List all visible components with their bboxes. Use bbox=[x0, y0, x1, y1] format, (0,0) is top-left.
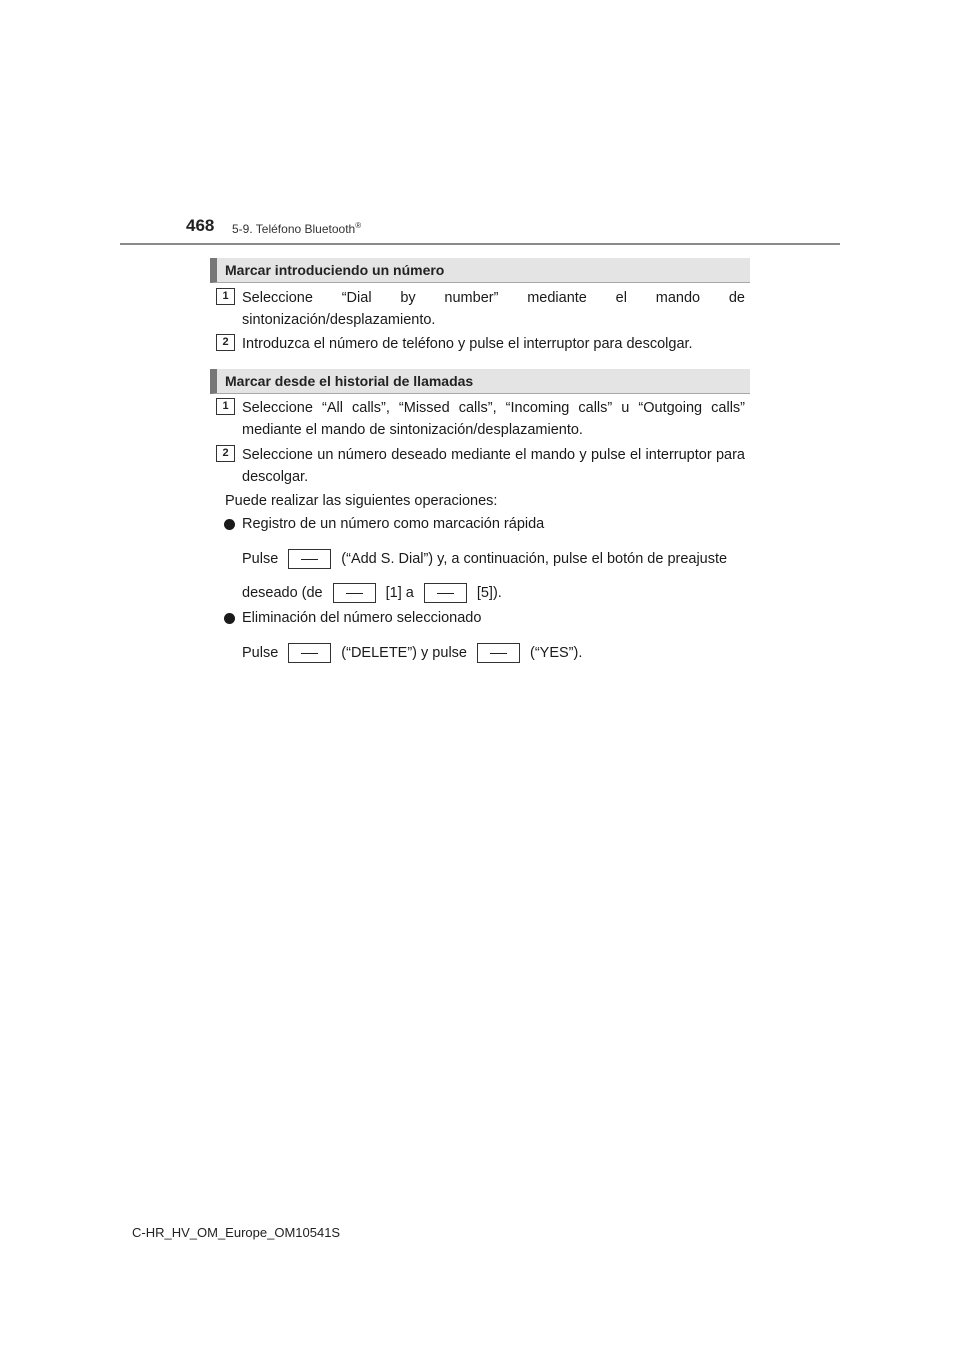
section-title-text: 5-9. Teléfono Bluetooth bbox=[232, 222, 356, 236]
bullet-dot bbox=[224, 613, 235, 624]
text-fragment: (“Add S. Dial”) y, a continuación, pulse el botón de preajuste bbox=[341, 551, 728, 567]
heading-dial-number: Marcar introduciendo un número bbox=[210, 258, 750, 283]
text-fragment: [1] a bbox=[385, 585, 414, 601]
yes-button[interactable] bbox=[477, 643, 520, 663]
speed-dial-line-2 bbox=[242, 582, 502, 604]
step-number-badge: 1 bbox=[216, 398, 235, 415]
text-fragment: Pulse bbox=[242, 645, 279, 661]
text-fragment: (“DELETE”) y pulse bbox=[341, 645, 467, 661]
add-speed-dial-button[interactable] bbox=[288, 549, 331, 569]
text-fragment: Pulse bbox=[242, 551, 279, 567]
step-number-badge: 1 bbox=[216, 288, 235, 305]
text-fragment: (“YES”). bbox=[529, 645, 583, 661]
delete-button[interactable] bbox=[288, 643, 331, 663]
delete-line bbox=[242, 642, 582, 664]
page-number: 468 bbox=[186, 216, 215, 235]
section-title bbox=[232, 221, 361, 236]
delete-title: Eliminación del número seleccionado bbox=[242, 610, 482, 626]
text-fragment: deseado (de bbox=[242, 585, 323, 601]
step-number-badge: 2 bbox=[216, 334, 235, 351]
operations-intro: Puede realizar las siguientes operaciones: bbox=[225, 493, 498, 509]
footer-document-code: C-HR_HV_OM_Europe_OM10541S bbox=[132, 1225, 341, 1240]
bullet-dot bbox=[224, 519, 235, 530]
text-fragment: [5]). bbox=[476, 585, 502, 601]
heading-call-history: Marcar desde el historial de llamadas bbox=[210, 369, 750, 394]
speed-dial-line-1 bbox=[242, 548, 727, 570]
step-text: Introduzca el número de teléfono y pulse el interruptor para descolgar. bbox=[242, 336, 693, 352]
preset-1-button[interactable] bbox=[333, 583, 376, 603]
preset-5-button[interactable] bbox=[424, 583, 467, 603]
header-rule bbox=[120, 243, 840, 245]
speed-dial-title: Registro de un número como marcación rápida bbox=[242, 516, 545, 532]
step-text: Seleccione “Dial by number” mediante el mando de sintonización/desplazamiento. bbox=[242, 290, 745, 328]
step-text: Seleccione un número deseado mediante el mando y pulse el interruptor para descolgar. bbox=[242, 447, 745, 485]
registered-mark: ® bbox=[355, 221, 362, 230]
step-text: Seleccione “All calls”, “Missed calls”, “Incoming calls” u “Outgoing calls” mediante el mando de sintonización/desplazamiento. bbox=[242, 400, 745, 438]
step-number-badge: 2 bbox=[216, 445, 235, 462]
